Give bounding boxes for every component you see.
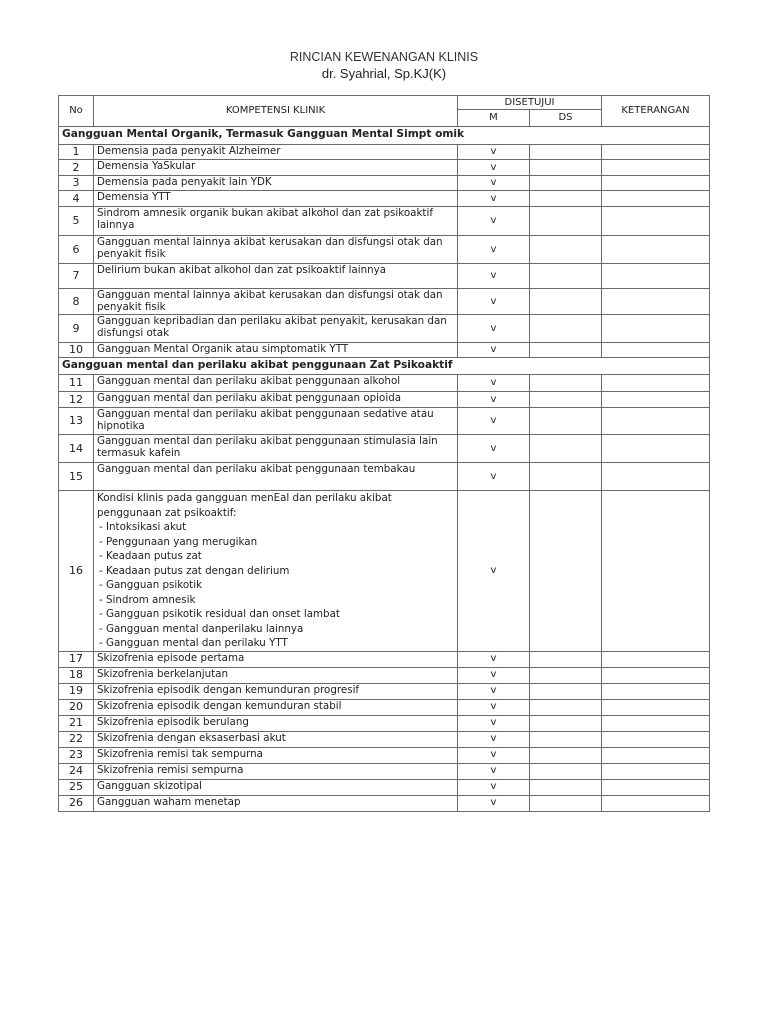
row-description [94,779,458,795]
row-number: 9 [59,315,94,343]
approved-ds-cell [530,763,602,779]
table-row [59,176,710,191]
approved-m-mark: v [458,176,530,191]
keterangan-cell [602,315,710,343]
row-number: 5 [59,207,94,236]
approved-m-mark: v [458,463,530,491]
sub-item: - Keadaan putus zat dengan delirium [99,564,290,577]
table-header-row [59,96,710,110]
approved-ds-cell [530,435,602,463]
row-description [94,795,458,811]
approved-m-mark: v [458,408,530,435]
sub-item: - Gangguan mental danperilaku lainnya [99,622,304,635]
approved-m-mark: v [458,236,530,264]
keterangan-cell [602,715,710,731]
approved-ds-cell [530,264,602,289]
approved-ds-cell [530,315,602,343]
row-number: 21 [59,715,94,731]
sub-item: - Gangguan mental dan perilaku YTT [99,637,288,649]
row-description [94,731,458,747]
row-number: 11 [59,375,94,392]
keterangan-cell [602,236,710,264]
approved-ds-cell [530,176,602,191]
header-ds: DS [530,110,602,127]
keterangan-cell [602,463,710,491]
row-number: 24 [59,763,94,779]
approved-ds-cell [530,731,602,747]
sub-item: - Gangguan psikotik residual dan onset lambat [99,608,340,620]
approved-m-mark: v [458,289,530,315]
approved-m-mark: v [458,491,530,652]
description-text: Sindrom amnesik organik bukan akibat alkohol dan zat psikoaktif lainnya [97,207,433,231]
sub-item: - Gangguan psikotik [99,579,203,591]
keterangan-cell [602,651,710,667]
row-description [94,315,458,343]
table-row [59,667,710,683]
keterangan-cell [602,145,710,160]
description-text: Skizofrenia dengan eksaserbasi akut [97,731,286,744]
table-row [59,207,710,236]
table-row [59,264,710,289]
row-description [94,375,458,392]
keterangan-cell [602,264,710,289]
approved-m-mark: v [458,435,530,463]
keterangan-cell [602,375,710,392]
keterangan-cell [602,191,710,207]
header-keterangan: KETERANGAN [602,96,710,127]
row-number: 26 [59,795,94,811]
row-description [94,683,458,699]
row-number: 8 [59,289,94,315]
approved-m-mark: v [458,667,530,683]
keterangan-cell [602,392,710,408]
table-row [59,683,710,699]
approved-m-mark: v [458,160,530,176]
row-description [94,343,458,358]
table-row [59,779,710,795]
table-row [59,731,710,747]
row-description [94,145,458,160]
keterangan-cell [602,408,710,435]
approved-m-mark: v [458,392,530,408]
description-text: Skizofrenia remisi tak sempurna [97,747,263,760]
approved-ds-cell [530,343,602,358]
description-text: Skizofrenia episode pertama [97,651,245,664]
section-title: Gangguan Mental Organik, Termasuk Gangguan Mental Simpt omik [59,127,710,145]
row-number: 4 [59,191,94,207]
table-row [59,463,710,491]
row-description [94,289,458,315]
description-text: Gangguan mental dan perilaku akibat penggunaan tembakau [97,463,416,475]
description-text: Skizofrenia episodik dengan kemunduran stabil [97,699,342,712]
approved-m-mark: v [458,795,530,811]
row-description [94,408,458,435]
row-description [94,264,458,289]
row-description [94,236,458,264]
header-disetujui: DISETUJUI [458,96,602,110]
approved-m-mark: v [458,715,530,731]
description-text: Skizofrenia episodik berulang [97,715,249,728]
row-description [94,491,458,652]
table-row [59,408,710,435]
table-row [59,392,710,408]
row-description [94,176,458,191]
description-text: Gangguan mental lainnya akibat kerusakan dan disfungsi otak dan penyakit fisik [97,289,443,313]
approved-ds-cell [530,375,602,392]
approved-ds-cell [530,683,602,699]
approved-ds-cell [530,392,602,408]
table-row [59,747,710,763]
approved-ds-cell [530,651,602,667]
keterangan-cell [602,160,710,176]
row-description [94,651,458,667]
approved-m-mark: v [458,264,530,289]
approved-m-mark: v [458,207,530,236]
keterangan-cell [602,667,710,683]
sub-item: - Intoksikasi akut [99,521,187,533]
approved-ds-cell [530,289,602,315]
description-text: Gangguan mental lainnya akibat kerusakan dan disfungsi otak dan penyakit fisik [97,236,443,260]
row-number: 10 [59,343,94,358]
row-number: 25 [59,779,94,795]
keterangan-cell [602,289,710,315]
header-kompetensi: KOMPETENSI KLINIK [94,96,458,127]
document-title: RINCIAN KEWENANGAN KLINIS [289,50,479,64]
competency-table [58,95,710,812]
approved-m-mark: v [458,343,530,358]
approved-m-mark: v [458,747,530,763]
table-row [59,795,710,811]
description-text: Demensia pada penyakit lain YDK [97,176,272,188]
keterangan-cell [602,763,710,779]
description-text: Skizofrenia remisi sempurna [97,763,244,776]
approved-ds-cell [530,191,602,207]
approved-m-mark: v [458,651,530,667]
row-number: 3 [59,176,94,191]
table-row [59,145,710,160]
approved-ds-cell [530,667,602,683]
row-number: 17 [59,651,94,667]
approved-m-mark: v [458,683,530,699]
sub-item: - Keadaan putus zat [99,550,202,562]
table-row [59,289,710,315]
row-number: 12 [59,392,94,408]
row-number: 7 [59,264,94,289]
document-subtitle: dr. Syahrial, Sp.KJ(K) [321,66,447,81]
approved-m-mark: v [458,731,530,747]
description-text: Gangguan mental dan perilaku akibat penggunaan stimulasia lain termasuk kafein [97,435,438,459]
description-text: Kondisi klinis pada gangguan menEal dan perilaku akibat penggunaan zat psikoaktif: [97,492,392,519]
row-description [94,160,458,176]
row-description [94,763,458,779]
description-text: Gangguan mental dan perilaku akibat penggunaan alkohol [97,375,401,387]
table-row [59,236,710,264]
description-text: Demensia YTT [97,191,171,203]
row-number: 19 [59,683,94,699]
keterangan-cell [602,343,710,358]
approved-m-mark: v [458,699,530,715]
row-description [94,463,458,491]
description-text: Gangguan skizotipal [97,779,203,792]
table-row [59,763,710,779]
row-number: 23 [59,747,94,763]
row-description [94,747,458,763]
description-text: Gangguan mental dan perilaku akibat penggunaan opioida [97,392,402,404]
table-row [59,160,710,176]
row-number: 18 [59,667,94,683]
keterangan-cell [602,435,710,463]
description-text: Delirium bukan akibat alkohol dan zat psikoaktif lainnya [97,264,387,276]
row-number: 14 [59,435,94,463]
description-text: Demensia pada penyakit Alzheimer [97,145,281,157]
row-number: 16 [59,491,94,652]
keterangan-cell [602,779,710,795]
approved-m-mark: v [458,145,530,160]
table-row [59,191,710,207]
table-row [59,343,710,358]
header-no: No [59,96,94,127]
sub-item: - Sindrom amnesik [99,593,196,606]
row-description [94,392,458,408]
approved-ds-cell [530,207,602,236]
approved-ds-cell [530,779,602,795]
table-row [59,651,710,667]
keterangan-cell [602,176,710,191]
table-row [59,699,710,715]
description-text: Gangguan kepribadian dan perilaku akibat penyakit, kerusakan dan disfungsi otak [97,315,447,339]
approved-m-mark: v [458,763,530,779]
approved-m-mark: v [458,191,530,207]
sub-item: - Penggunaan yang merugikan [99,535,258,548]
row-description [94,715,458,731]
approved-m-mark: v [458,315,530,343]
description-text: Demensia YaSkular [97,160,196,172]
keterangan-cell [602,491,710,652]
keterangan-cell [602,731,710,747]
row-description [94,667,458,683]
description-text: Gangguan mental dan perilaku akibat penggunaan sedative atau hipnotika [97,408,434,432]
approved-ds-cell [530,795,602,811]
approved-ds-cell [530,491,602,652]
section-row-psychoactive [59,358,710,375]
section-title: Gangguan mental dan perilaku akibat penggunaan Zat Psikoaktif [59,358,710,375]
approved-ds-cell [530,408,602,435]
keterangan-cell [602,699,710,715]
keterangan-cell [602,747,710,763]
row-description [94,207,458,236]
table-row [59,315,710,343]
header-m: M [458,110,530,127]
approved-ds-cell [530,463,602,491]
table-row [59,715,710,731]
approved-m-mark: v [458,375,530,392]
table-row [59,491,710,652]
section-row-organic [59,127,710,145]
approved-ds-cell [530,699,602,715]
keterangan-cell [602,207,710,236]
description-text: Gangguan Mental Organik atau simptomatik YTT [97,343,349,355]
row-number: 22 [59,731,94,747]
approved-ds-cell [530,160,602,176]
row-number: 6 [59,236,94,264]
row-description [94,699,458,715]
description-text: Skizofrenia berkelanjutan [97,667,228,680]
approved-ds-cell [530,715,602,731]
approved-ds-cell [530,747,602,763]
table-row [59,435,710,463]
row-number: 20 [59,699,94,715]
approved-m-mark: v [458,779,530,795]
row-number: 15 [59,463,94,491]
approved-ds-cell [530,145,602,160]
row-number: 1 [59,145,94,160]
row-number: 13 [59,408,94,435]
description-text: Skizofrenia episodik dengan kemunduran progresif [97,683,360,696]
table-row [59,375,710,392]
keterangan-cell [602,683,710,699]
row-description [94,435,458,463]
row-description [94,191,458,207]
row-number: 2 [59,160,94,176]
description-text: Gangguan waham menetap [97,795,241,808]
approved-ds-cell [530,236,602,264]
keterangan-cell [602,795,710,811]
